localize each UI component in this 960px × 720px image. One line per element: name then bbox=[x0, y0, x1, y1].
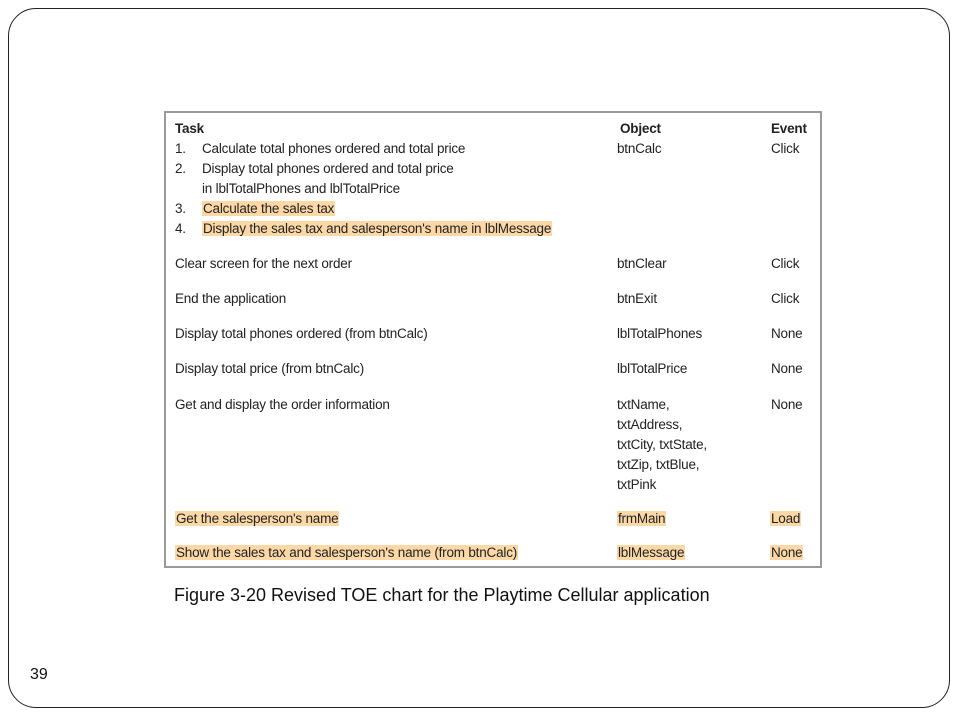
row-task: Display total phones ordered (from btnCalc) bbox=[175, 326, 428, 341]
row-object: btnExit bbox=[617, 291, 657, 306]
header-object: Object bbox=[620, 121, 661, 136]
row-task-highlighted: Display the sales tax and salesperson's name in lblMessage bbox=[203, 221, 552, 236]
row-object-continued: txtCity, txtState, bbox=[617, 437, 707, 452]
row-number: 3. bbox=[175, 201, 186, 216]
row-event: Click bbox=[771, 256, 800, 271]
toe-chart-table bbox=[164, 111, 822, 568]
row-number: 2. bbox=[175, 161, 186, 176]
row-object-highlighted: lblMessage bbox=[618, 545, 685, 560]
row-number: 1. bbox=[175, 141, 186, 156]
row-task: Display total phones ordered and total price bbox=[202, 161, 454, 176]
row-task: Calculate total phones ordered and total price bbox=[202, 141, 466, 156]
row-task-highlighted: Calculate the sales tax bbox=[203, 201, 335, 216]
page-number: 39 bbox=[30, 666, 48, 683]
row-event-highlighted: Load bbox=[771, 511, 801, 526]
row-task: Get and display the order information bbox=[175, 397, 390, 412]
row-event-highlighted: None bbox=[771, 545, 803, 560]
row-event: None bbox=[771, 361, 803, 376]
row-object-continued: txtZip, txtBlue, bbox=[617, 457, 700, 472]
row-event: None bbox=[771, 397, 803, 412]
header-event: Event bbox=[771, 121, 807, 136]
row-event: Click bbox=[771, 141, 800, 156]
row-object: btnCalc bbox=[617, 141, 662, 156]
header-task: Task bbox=[175, 121, 204, 136]
row-task-continued: in lblTotalPhones and lblTotalPrice bbox=[202, 181, 400, 196]
row-object: lblTotalPrice bbox=[617, 361, 688, 376]
row-object-highlighted: frmMain bbox=[618, 511, 666, 526]
row-object: txtName, bbox=[617, 397, 670, 412]
row-task: Display total price (from btnCalc) bbox=[175, 361, 365, 376]
row-object: lblTotalPhones bbox=[617, 326, 703, 341]
row-object-continued: txtPink bbox=[617, 477, 657, 492]
row-task-highlighted: Show the sales tax and salesperson's name (from btnCalc) bbox=[176, 545, 518, 560]
row-number: 4. bbox=[175, 221, 186, 236]
row-task: Clear screen for the next order bbox=[175, 256, 352, 271]
row-task: End the application bbox=[175, 291, 287, 306]
figure-caption: Figure 3-20 Revised TOE chart for the Playtime Cellular application bbox=[174, 585, 710, 605]
row-event: Click bbox=[771, 291, 800, 306]
row-task-highlighted: Get the salesperson's name bbox=[176, 511, 339, 526]
row-event: None bbox=[771, 326, 803, 341]
row-object: btnClear bbox=[617, 256, 667, 271]
row-object-continued: txtAddress, bbox=[617, 417, 683, 432]
